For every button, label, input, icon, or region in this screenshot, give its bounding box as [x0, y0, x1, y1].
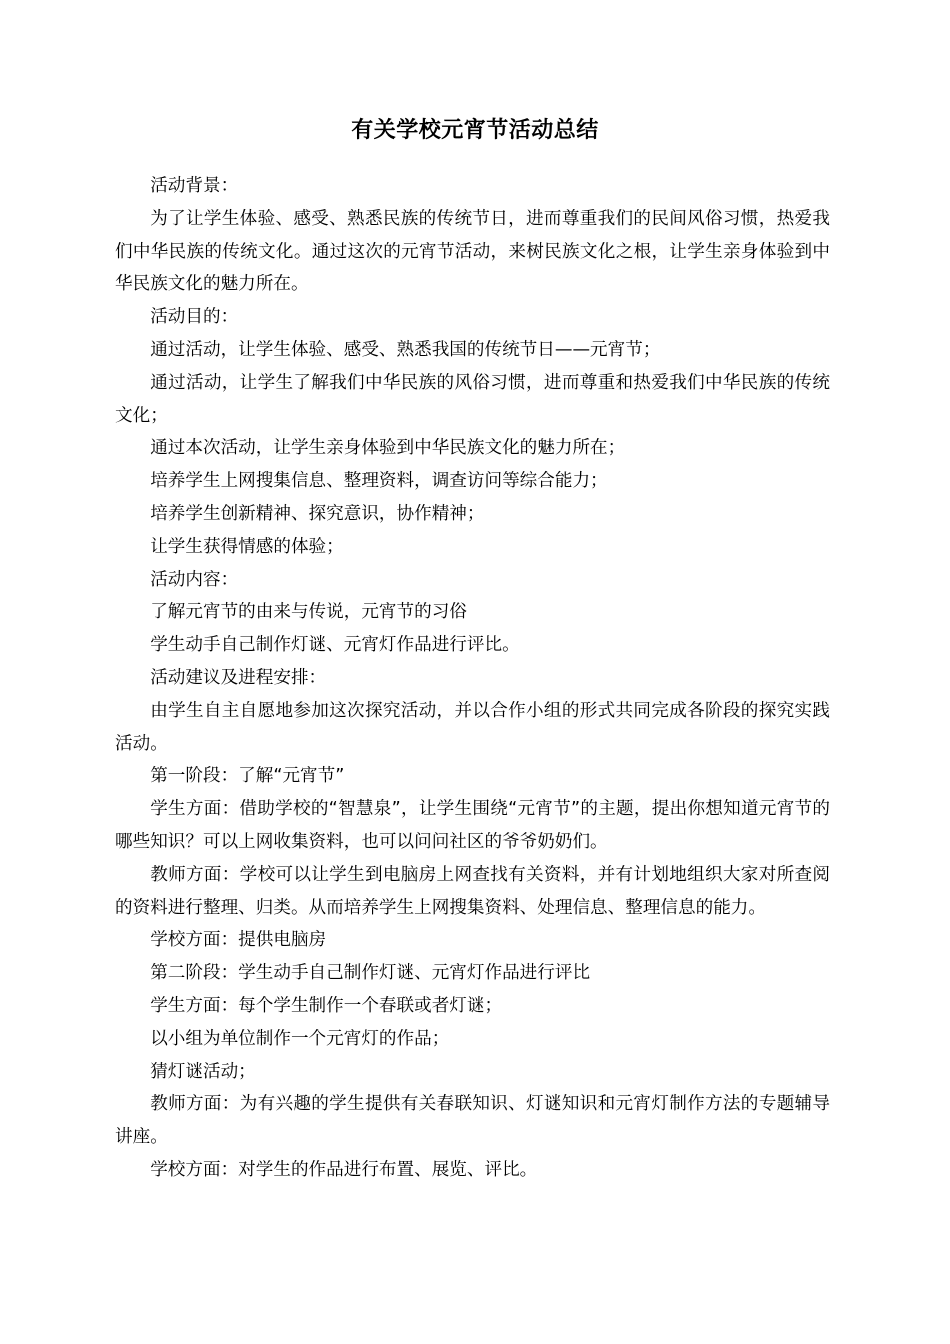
paragraph: 了解元宵节的由来与传说，元宵节的习俗 [150, 602, 467, 623]
paragraph: 学生方面：每个学生制作一个春联或者灯谜； [150, 995, 503, 1016]
paragraph: 通过活动，让学生了解我们中华民族的风俗习惯，进而尊重和热爱我们中华民族的传统文化； [115, 372, 830, 426]
paragraph: 培养学生上网搜集信息、整理资料，调查访问等综合能力； [150, 471, 608, 492]
paragraph: 以小组为单位制作一个元宵灯的作品； [150, 1028, 450, 1049]
document-title: 有关学校元宵节活动总结 [351, 118, 599, 143]
paragraph: 活动建议及进程安排： [150, 667, 327, 688]
paragraph: 让学生获得情感的体验； [150, 536, 344, 557]
paragraph: 由学生自主自愿地参加这次探究活动，并以合作小组的形式共同完成各阶段的探究实践活动。 [115, 700, 830, 754]
paragraph: 教师方面：为有兴趣的学生提供有关春联知识、灯谜知识和元宵灯制作方法的专题辅导讲座。 [115, 1094, 830, 1148]
paragraph: 教师方面：学校可以让学生到电脑房上网查找有关资料，并有计划地组织大家对所查阅的资料进行整理、归类。从而培养学生上网搜集资料、处理信息、整理信息的能力。 [115, 864, 830, 918]
paragraph: 学校方面：对学生的作品进行布置、展览、评比。 [150, 1159, 538, 1180]
paragraph: 活动背景： [150, 176, 239, 196]
paragraph: 培养学生创新精神、探究意识，协作精神； [150, 503, 485, 524]
paragraph: 学校方面：提供电脑房 [150, 930, 327, 951]
document-body [115, 170, 830, 1187]
paragraph: 第二阶段：学生动手自己制作灯谜、元宵灯作品进行评比 [150, 963, 591, 984]
paragraph: 通过本次活动，让学生亲身体验到中华民族文化的魅力所在； [150, 438, 626, 459]
paragraph: 活动目的： [150, 307, 239, 328]
paragraph: 通过活动，让学生体验、感受、熟悉我国的传统节日——元宵节； [150, 339, 661, 360]
paragraph: 第一阶段：了解“元宵节” [150, 766, 345, 787]
paragraph: 学生动手自己制作灯谜、元宵灯作品进行评比。 [150, 635, 520, 656]
paragraph: 活动内容： [150, 569, 239, 590]
paragraph: 猜灯谜活动； [150, 1061, 256, 1082]
paragraph: 学生方面：借助学校的“智慧泉”，让学生围绕“元宵节”的主题，提出你想知道元宵节的哪些知识？可以上网收集资料，也可以问问社区的爷爷奶奶们。 [115, 799, 830, 852]
paragraph: 为了让学生体验、感受、熟悉民族的传统节日，进而尊重我们的民间风俗习惯，热爱我们中华民族的传统文化。通过这次的元宵节活动，来树民族文化之根，让学生亲身体验到中华民族文化的魅力所在。 [115, 208, 830, 295]
